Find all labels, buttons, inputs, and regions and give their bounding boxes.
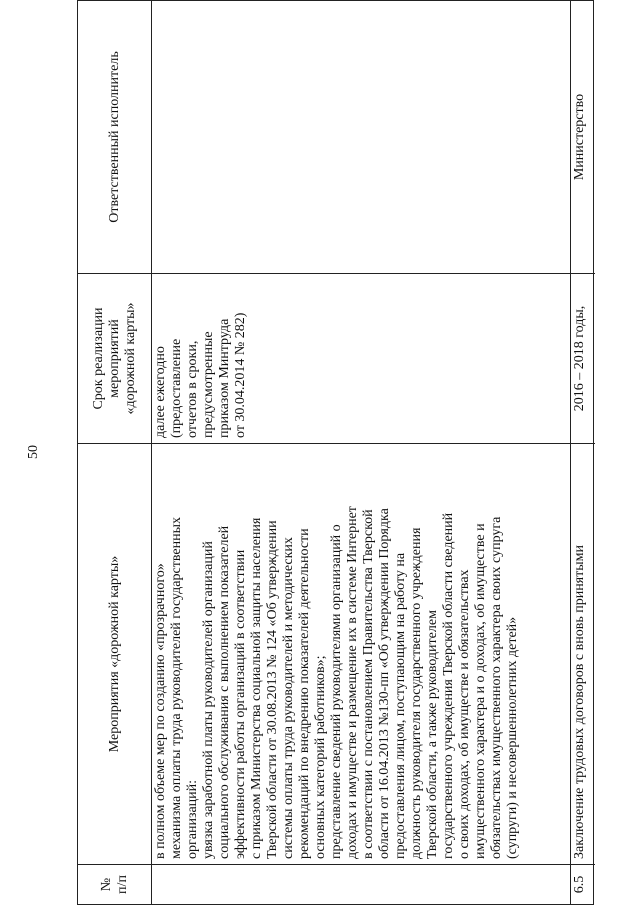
deadline-line: от 30.04.2014 № 282) [233,312,248,438]
activity-text: Заключение трудовых договоров с вновь принятыми [572,544,587,859]
activity-line: (супруги) и несовершеннолетних детей» [505,616,520,859]
activity-line: социального обслуживания с выполнением показателей [217,525,232,859]
activity-line: Тверской области от 30.08.2013 № 124 «Об утверждении [265,520,280,859]
deadline-text: 2016 – 2018 годы, [572,305,587,412]
deadline-line: далее ежегодно [153,346,168,438]
activity-line: должность руководителя государственного учреждения [409,527,424,859]
activity-line: области от 16.04.2013 №130-пп «Об утверждении Порядка [377,508,392,859]
header-responsible-label: Ответственный исполнитель [106,51,122,223]
row-number-cell [151,865,570,904]
activity-line: доходах и имуществе и размещение их в системе Интернет [345,506,360,859]
header-number-line: № [98,877,114,892]
activity-line: механизма оплаты труда руководителей государственных [169,517,184,859]
header-activities [78,444,151,865]
activity-line: представление сведений руководителями организаций о [329,524,344,859]
deadline-line: приказом Минтруда [217,318,232,438]
activity-line: эффективности работы организаций в соответствии [233,549,248,859]
activity-line: государственного учреждения Тверской области сведений [441,512,456,859]
activity-cell [151,444,570,865]
activity-line: Тверской области, а также руководителем [425,610,440,859]
responsible-text: Министерство [572,93,587,181]
activity-line: увязка заработной платы руководителей организаций [201,541,216,859]
activity-line: основных категорий работников»; [313,655,328,859]
activity-line: рекомендаций по внедрению показателей деятельности [297,528,312,859]
responsible-cell [570,1,595,274]
deadline-line: предусмотренные [201,331,216,438]
activity-line: системы оплаты труда руководителей и методических [281,537,296,859]
activity-line: с приказом Министерства социальной защиты населения [249,517,264,859]
activity-line: о своих доходах, об имуществе и обязательствах [457,569,472,859]
row-number-cell [570,865,595,904]
activity-cell [570,444,595,865]
table-header-row [78,1,152,904]
header-activities-label: Мероприятия «дорожной карты» [106,555,122,753]
header-deadline-line: мероприятий [106,319,122,398]
page-number: 50 [26,445,41,459]
header-number-line: п/п [114,875,130,894]
deadline-line: (предоставление [169,338,184,438]
activity-line: предоставления лицом, поступающим на работу на [393,552,408,859]
activity-line: имущественного характера и о доходах, об имуществе и [473,523,488,859]
activity-line: организаций: [185,779,200,859]
deadline-cell [570,274,595,444]
roadmap-table [77,0,594,905]
row-number: 6.5 [572,875,587,894]
activity-line: обязательствах имущественного характера своих супруга [489,516,504,859]
responsible-cell [151,1,570,274]
header-deadline [78,274,151,444]
header-responsible [78,1,151,274]
table-row [151,1,571,904]
deadline-line: отчетов в сроки, [185,340,200,438]
deadline-cell [151,274,570,444]
activity-line: в полном объеме мер по созданию «прозрачного» [153,563,168,859]
table-row [570,1,595,904]
header-number [78,865,151,904]
activity-line: в соответствии с постановлением Правительства Тверской [361,509,376,859]
header-deadline-line: Срок реализации [90,307,106,410]
header-deadline-line: «дорожной карты» [122,302,138,415]
